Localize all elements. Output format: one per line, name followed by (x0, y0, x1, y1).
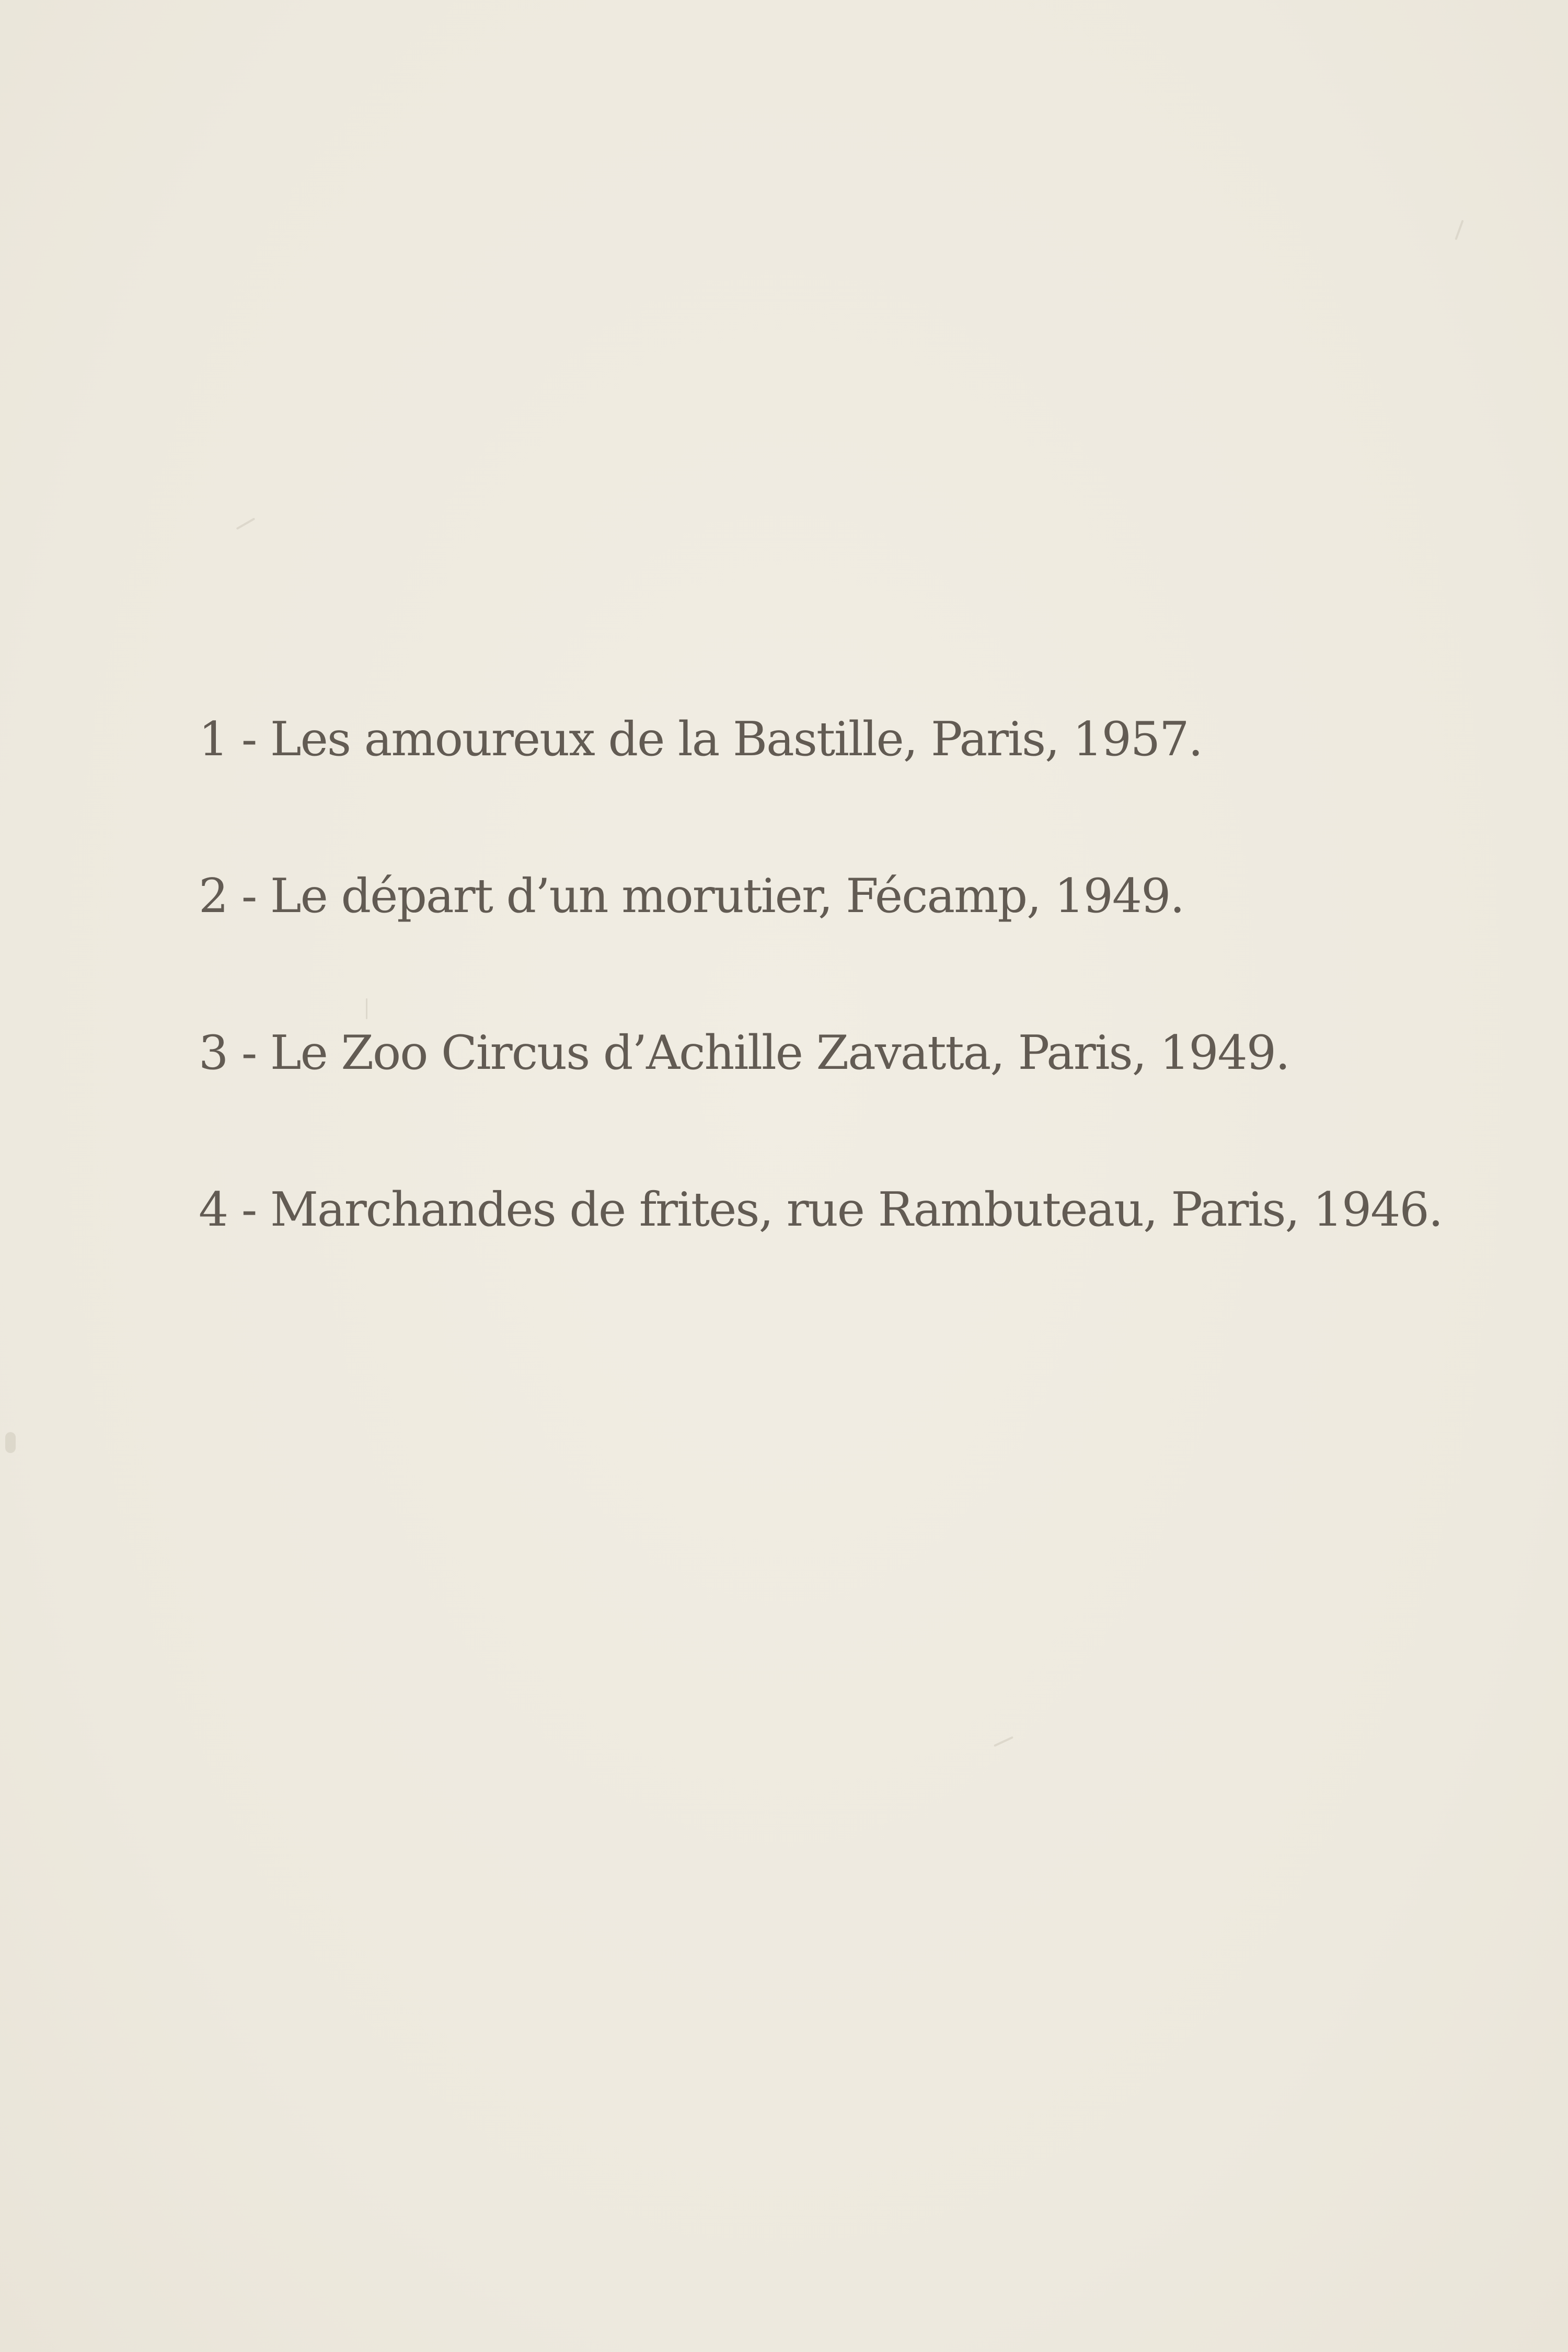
caption-item: 1 - Les amoureux de la Bastille, Paris, 1957. (199, 712, 1203, 767)
paper-fleck (1455, 220, 1463, 240)
paper-fleck (236, 517, 256, 529)
paper-fleck (994, 1736, 1013, 1747)
caption-list (199, 712, 1443, 1343)
paper-fleck (5, 1432, 16, 1453)
caption-item: 4 - Marchandes de frites, rue Rambuteau, Paris, 1946. (199, 1182, 1443, 1237)
caption-item: 2 - Le départ d’un morutier, Fécamp, 1949. (199, 869, 1184, 924)
caption-item: 3 - Le Zoo Circus d’Achille Zavatta, Paris, 1949. (199, 1025, 1289, 1080)
